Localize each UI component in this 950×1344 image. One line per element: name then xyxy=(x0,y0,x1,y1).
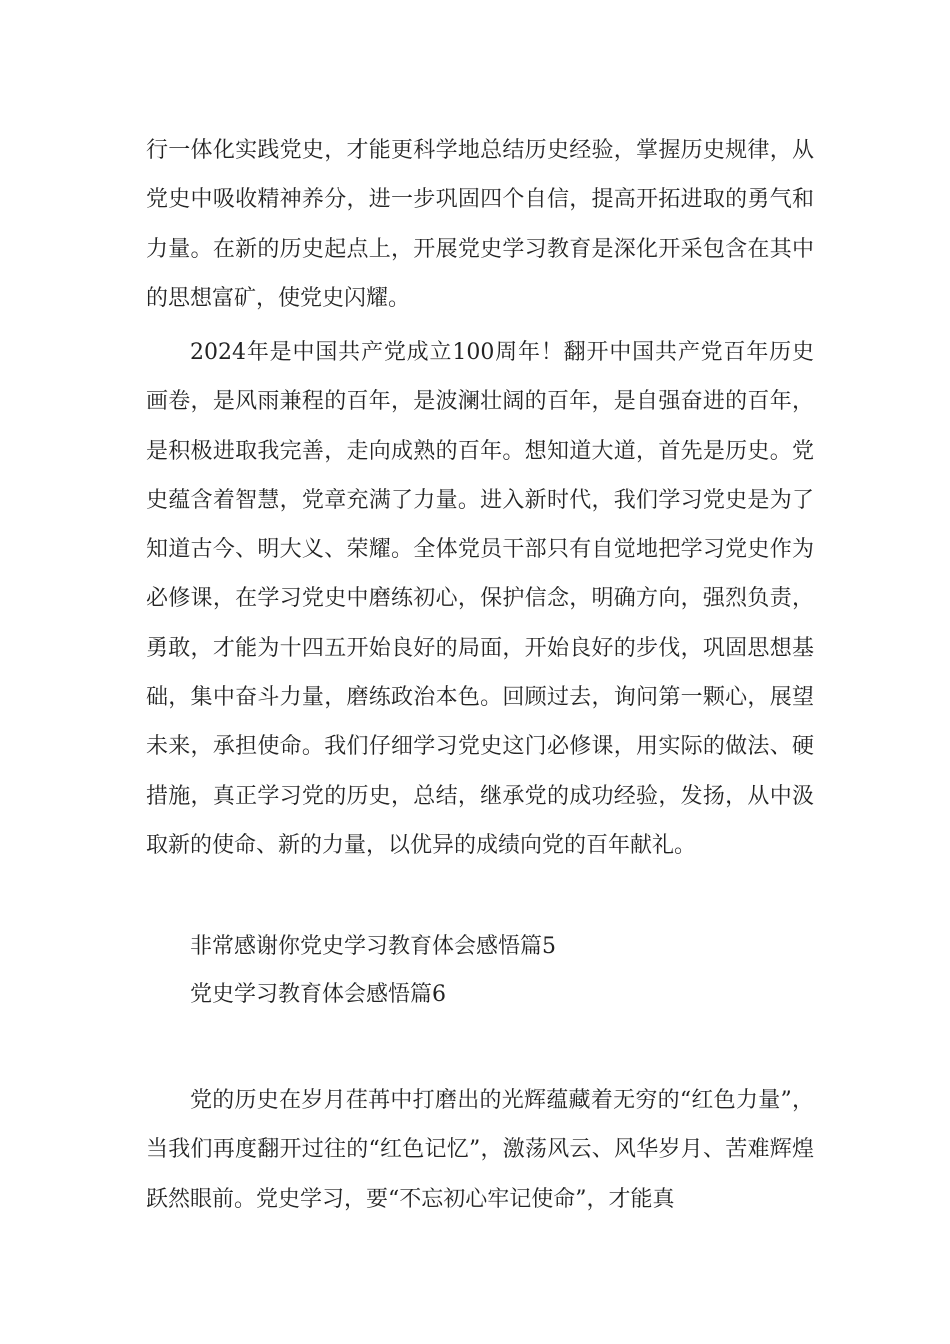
paragraph-red-power: 党的历史在岁月荏苒中打磨出的光辉蕴藏着无穷的“红色力量”，当我们再度翻开过往的“红色记忆”，激荡风云、风华岁月、苦难辉煌跃然眼前。党史学习，要“不忘初心牢记使命”，才能真 xyxy=(146,1088,814,1212)
paragraph-centenary: 2024年是中国共产党成立100周年！翻开中国共产党百年历史画卷，是风雨兼程的百年，是波澜壮阔的百年，是自强奋进的百年，是积极进取我完善，走向成熟的百年。想知道大道，首先是历史。党史蕴含着智慧，党章充满了力量。进入新时代，我们学习党史是为了知道古今、明大义、荣耀。全体党员干部只有自觉地把学习党史作为必修课，在学习党史中磨练初心，保护信念，明确方向，强烈负责，勇敢，才能为十四五开始良好的局面，开始良好的步伐，巩固思想基础，集中奋斗力量，磨练政治本色。回顾过去，询问第一颗心，展望未来，承担使命。我们仔细学习党史这门必修课，用实际的做法、硬措施，真正学习党的历史，总结，继承党的成功经验，发扬，从中汲取新的使命、新的力量，以优异的成绩向党的百年献礼。 xyxy=(146,340,814,858)
section-heading-6: 党史学习教育体会感悟篇6 xyxy=(190,982,446,1007)
section-heading-5: 非常感谢你党史学习教育体会感悟篇5 xyxy=(190,934,556,959)
paragraph-continuation: 行一体化实践党史，才能更科学地总结历史经验，掌握历史规律，从党史中吸收精神养分，进一步巩固四个自信，提高开拓进取的勇气和力量。在新的历史起点上，开展党史学习教育是深化开采包含在其中的思想富矿，使党史闪耀。 xyxy=(146,138,814,311)
